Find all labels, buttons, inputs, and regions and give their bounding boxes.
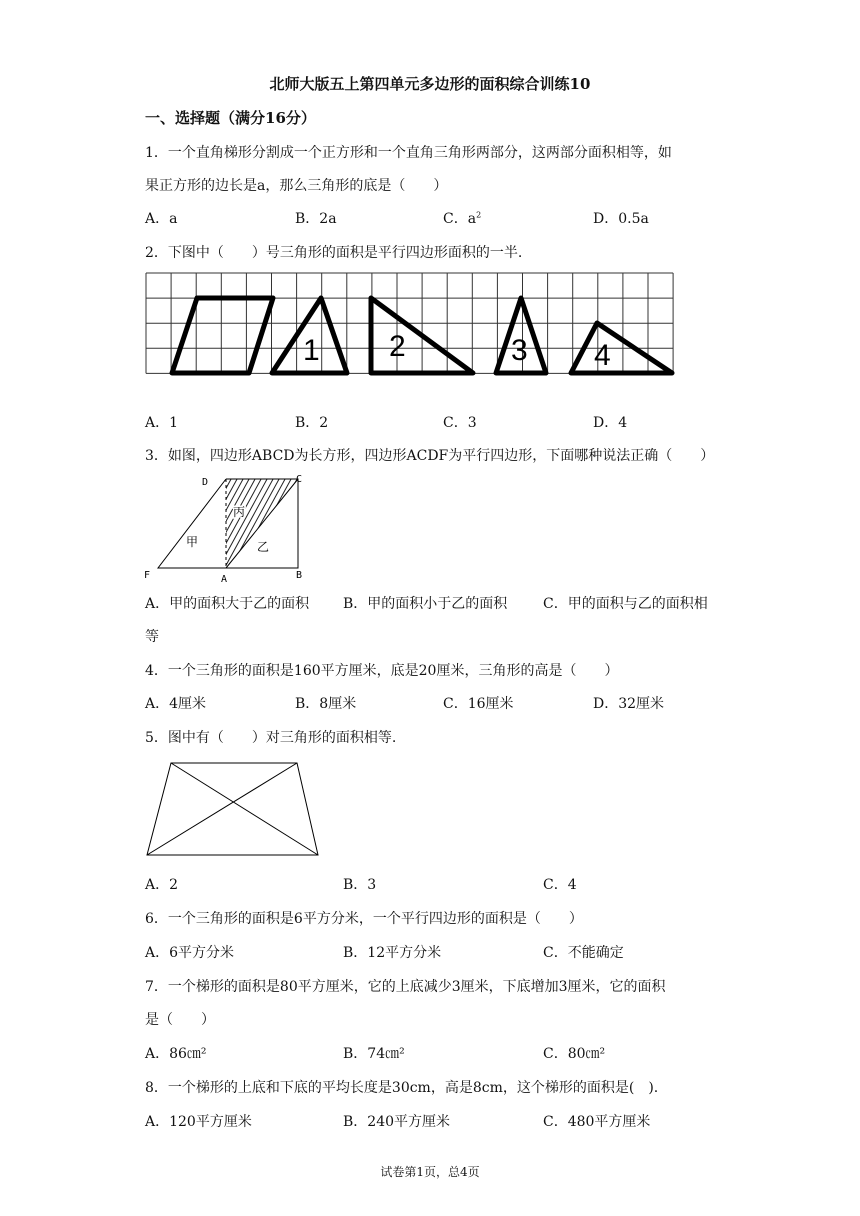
question-5-option-b: B．3 <box>343 877 377 893</box>
question-4-option-d: D．32厘米 <box>593 696 665 712</box>
label-jia: 甲 <box>186 535 199 549</box>
question-1-option-c: C．$a^2$ <box>443 210 482 227</box>
question-2-option-b: B．2 <box>295 415 329 431</box>
question-1-option-d: D．0.5a <box>593 211 649 227</box>
question-4-line-1: 4．一个三角形的面积是160平方厘米，底是20厘米，三角形的高是（ ） <box>145 663 619 679</box>
label-b: B <box>296 570 303 581</box>
question-7-option-a: A．86㎝² <box>145 1046 207 1062</box>
label-d: D <box>202 477 209 488</box>
hatch-line <box>314 470 374 580</box>
hatch-line <box>212 470 272 580</box>
page-title: 北师大版五上第四单元多边形的面积综合训练10 <box>269 75 591 93</box>
question-6-line-1: 6．一个三角形的面积是6平方分米，一个平行四边形的面积是（ ） <box>145 911 583 927</box>
question-5-option-a: A．2 <box>145 877 179 893</box>
hatch-line <box>356 470 416 580</box>
question-2-line-1: 2．下图中（ ）号三角形的面积是平行四边形面积的一半. <box>145 245 523 261</box>
triangle-2-label: 2 <box>389 330 406 363</box>
hatch-line <box>284 470 344 580</box>
question-4-option-a: A．4厘米 <box>145 696 207 712</box>
question-8-option-c: C．480平方厘米 <box>543 1114 651 1130</box>
hatch-line <box>188 470 248 580</box>
section-heading: 一、选择题（满分16分） <box>145 109 316 127</box>
question-2-option-c: C．3 <box>443 415 477 431</box>
hatch-line <box>290 470 350 580</box>
question-6-option-a: A．6平方分米 <box>145 945 235 961</box>
hatch-line <box>206 470 266 580</box>
hatch-line <box>302 470 362 580</box>
question-3-line-1: 3．如图，四边形ABCD为长方形，四边形ACDF为平行四边形，下面哪种说法正确（ ） <box>145 448 715 464</box>
question-5-option-c: C．4 <box>543 877 577 893</box>
diagonal-1 <box>171 763 318 855</box>
question-3-option-b: B．甲的面积小于乙的面积 <box>343 596 508 612</box>
question-5-trapezoid-figure <box>145 760 325 860</box>
label-yi: 乙 <box>257 540 270 554</box>
question-7-line-1: 7．一个梯形的面积是80平方厘米，它的上底减少3厘米，下底增加3厘米，它的面积 <box>145 979 666 995</box>
question-1-line-2: 果正方形的边长是a，那么三角形的底是（ ） <box>145 178 448 194</box>
hatch-line <box>308 470 368 580</box>
question-3-option-c-wrap: 等 <box>145 629 159 645</box>
hatch-line <box>170 470 230 580</box>
question-4-option-c: C．16厘米 <box>443 696 514 712</box>
parallelogram-shape <box>172 298 273 373</box>
question-6-option-c: C．不能确定 <box>543 945 624 961</box>
hatch-line <box>332 470 392 580</box>
triangle-3-label: 3 <box>511 334 528 367</box>
question-7-option-b: B．74㎝² <box>343 1046 405 1062</box>
question-2-grid-figure <box>145 272 695 400</box>
hatch-line <box>158 470 218 580</box>
hatch-line <box>296 470 356 580</box>
diagonal-2 <box>147 763 297 855</box>
label-f: F <box>144 570 151 581</box>
hatch-line <box>344 470 404 580</box>
triangle-1-label: 1 <box>303 334 320 367</box>
question-8-option-b: B．240平方厘米 <box>343 1114 451 1130</box>
question-8-option-a: A．120平方厘米 <box>145 1114 252 1130</box>
question-3-rectangle-figure <box>140 470 320 585</box>
hatch-line <box>320 470 380 580</box>
hatch-line <box>350 470 410 580</box>
question-7-option-c: C．80㎝² <box>543 1046 606 1062</box>
question-1-option-a: A．a <box>145 211 178 227</box>
question-2-option-d: D．4 <box>593 415 628 431</box>
triangle-4-label: 4 <box>594 339 611 372</box>
question-8-line-1: 8．一个梯形的上底和下底的平均长度是30cm，高是8cm，这个梯形的面积是( ). <box>145 1080 659 1096</box>
question-3-option-a: A．甲的面积大于乙的面积 <box>145 596 310 612</box>
question-6-option-b: B．12平方分米 <box>343 945 442 961</box>
outer-outline <box>158 479 298 568</box>
question-4-option-b: B．8厘米 <box>295 696 357 712</box>
hatch-line <box>326 470 386 580</box>
label-a: A <box>221 574 228 585</box>
page-footer: 试卷第1页，总4页 <box>380 1165 480 1179</box>
question-1-option-b: B．2a <box>295 211 337 227</box>
label-bing: 丙 <box>233 505 246 519</box>
hatch-line <box>338 470 398 580</box>
hatch-line <box>164 470 224 580</box>
trapezoid-outline <box>147 763 318 855</box>
question-5-line-1: 5．图中有（ ）对三角形的面积相等. <box>145 730 397 746</box>
label-c: C <box>296 474 303 485</box>
question-7-line-2: 是（ ） <box>145 1012 215 1028</box>
question-3-option-c: C．甲的面积与乙的面积相 <box>543 596 708 612</box>
question-1-line-1: 1．一个直角梯形分割成一个正方形和一个直角三角形两部分，这两部分面积相等，如 <box>145 145 672 161</box>
hatch-line <box>146 470 209 580</box>
question-2-option-a: A．1 <box>145 415 179 431</box>
